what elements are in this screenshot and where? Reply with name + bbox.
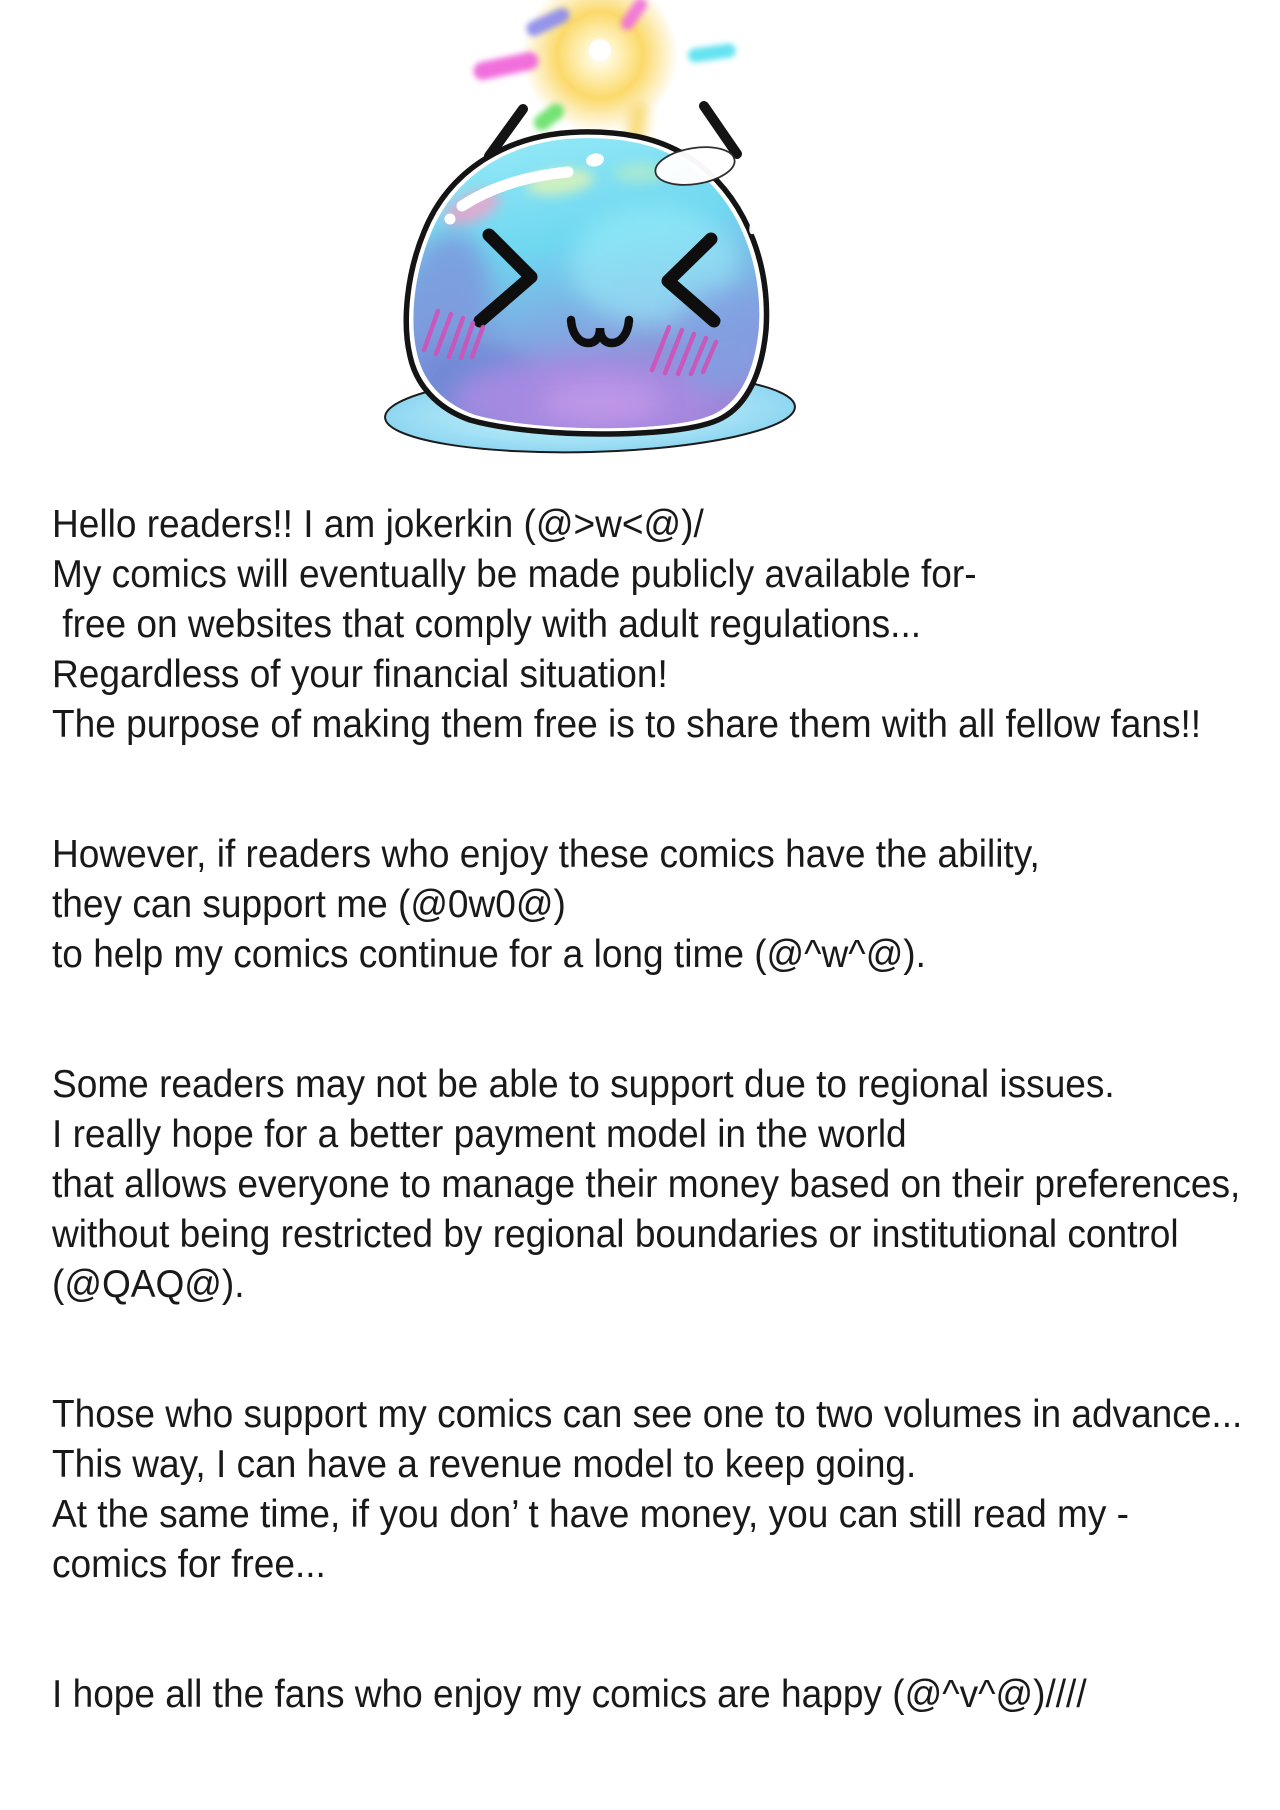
note-line: Those who support my comics can see one to two volumes in advance... (52, 1393, 1243, 1436)
note-line: The purpose of making them free is to share them with all fellow fans!! (52, 703, 1202, 746)
note-paragraph (52, 1060, 1241, 1310)
note-paragraph (52, 830, 1230, 980)
confetti-cyan-icon (687, 43, 736, 64)
note-line: without being restricted by regional boundaries or institutional control (52, 1213, 1179, 1256)
note-paragraph (52, 1390, 1243, 1590)
note-line: Hello readers!! I am jokerkin (@>w<@)/ (52, 503, 704, 546)
slime-mascot-illustration (0, 0, 1280, 470)
note-line: At the same time, if you don’ t have money, you can still read my - (52, 1493, 1129, 1536)
note-line: My comics will eventually be made publicly available for- (52, 553, 977, 596)
note-line: However, if readers who enjoy these comics have the ability, (52, 833, 1040, 876)
note-line: Some readers may not be able to support due to regional issues. (52, 1063, 1115, 1106)
note-line: (@QAQ@). (52, 1263, 245, 1306)
slime-body (373, 132, 770, 438)
note-paragraph (52, 500, 1230, 750)
note-line: that allows everyone to manage their money based on their preferences, (52, 1163, 1241, 1206)
note-line: Regardless of your financial situation! (52, 653, 668, 696)
note-line: This way, I can have a revenue model to keep going. (52, 1443, 917, 1486)
note-paragraph (52, 1670, 1230, 1720)
note-line: I really hope for a better payment model in the world (52, 1113, 907, 1156)
note-line: to help my comics continue for a long time (@^w^@). (52, 933, 926, 976)
author-note (52, 500, 1243, 1800)
note-line: free on websites that comply with adult regulations... (52, 603, 922, 646)
note-line: they can support me (@0w0@) (52, 883, 566, 926)
note-line: comics for free... (52, 1543, 326, 1586)
note-line: I hope all the fans who enjoy my comics are happy (@^v^@)//// (52, 1673, 1087, 1716)
